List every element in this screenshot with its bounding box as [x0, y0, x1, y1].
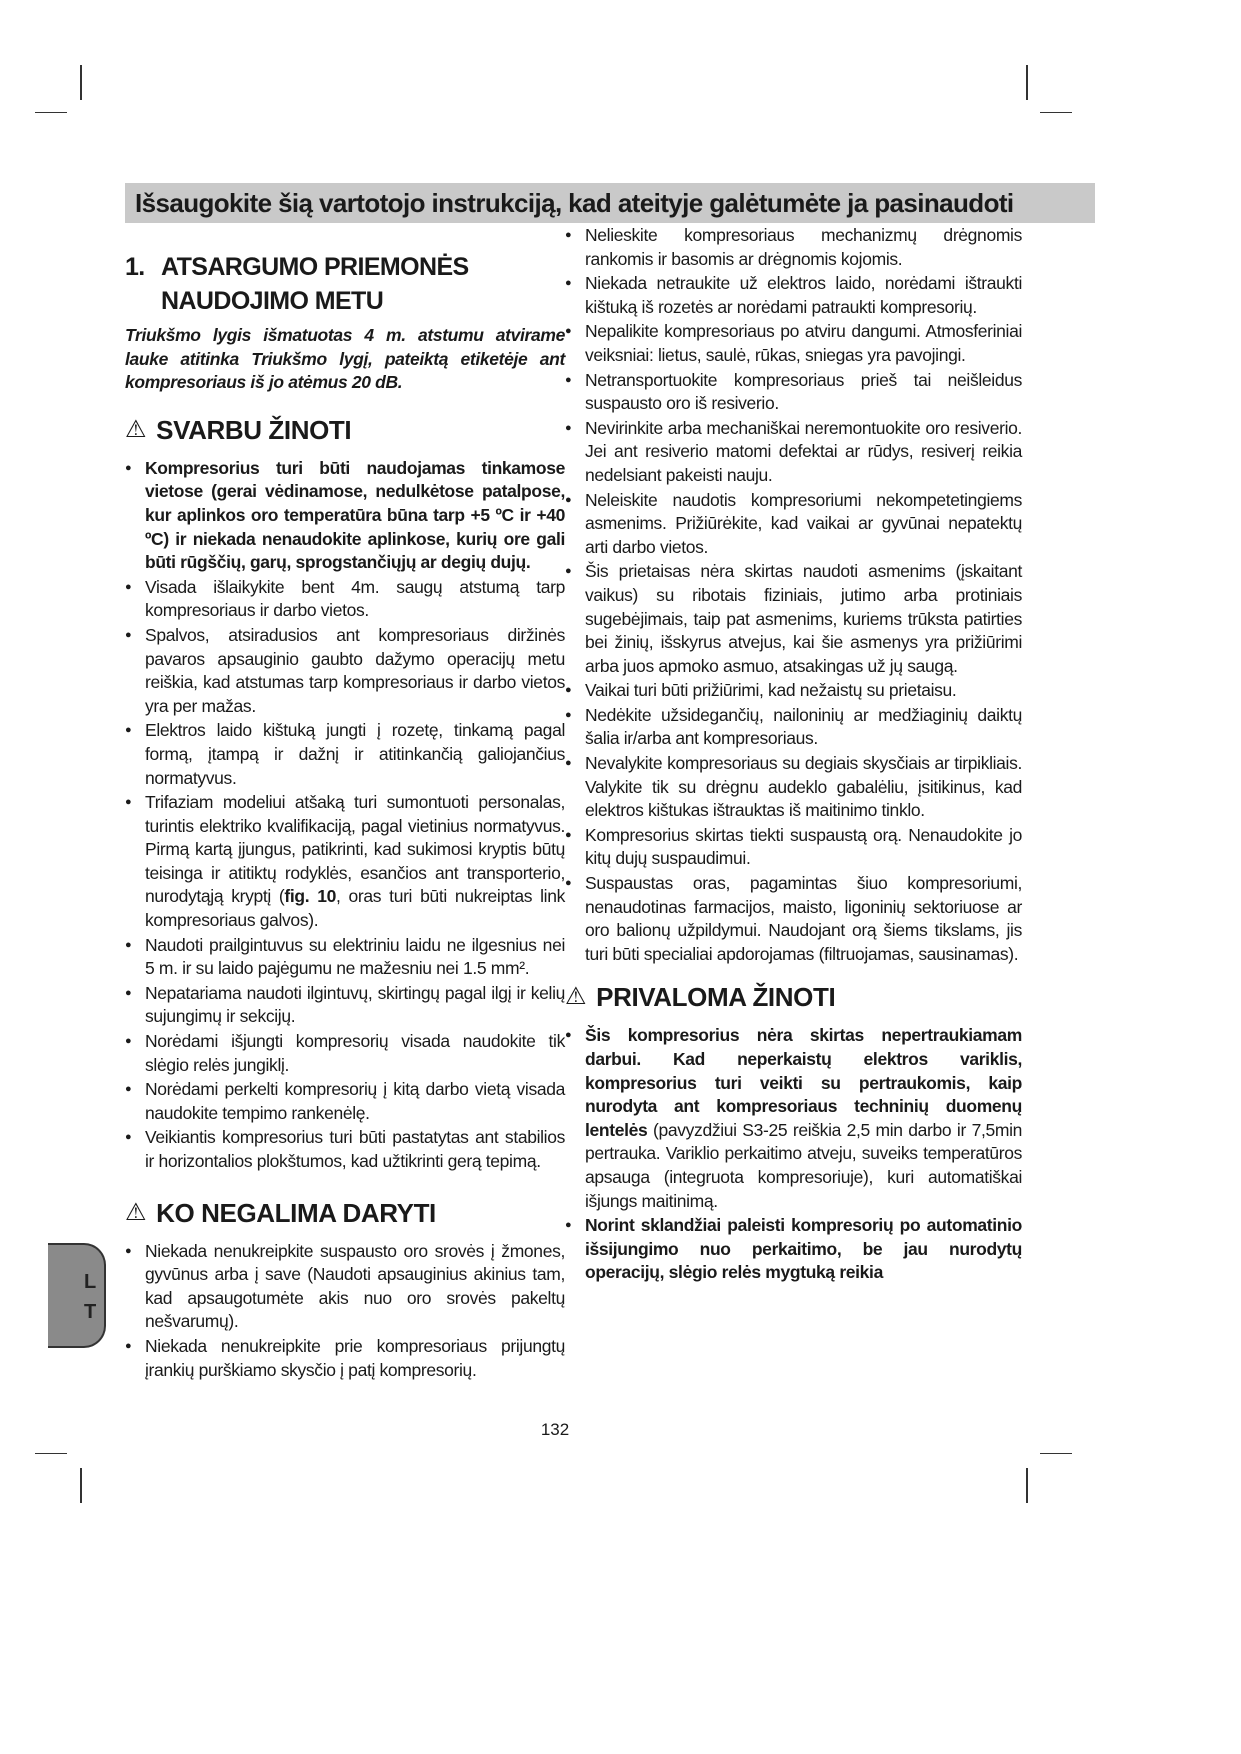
warning-triangle-icon: ⚠ [565, 983, 587, 1011]
list-item-text: Nepalikite kompresoriaus po atviru dangumi. Atmosferiniai veiksniai: lietus, saulė, rūkas, sniegas yra pavojingi. [585, 321, 1022, 365]
section-number: 1. [125, 253, 145, 281]
mandatory-title: PRIVALOMA ŽINOTI [596, 982, 836, 1013]
list-item [125, 457, 565, 575]
list-item-text: Nevalykite kompresoriaus su degiais skysčiais ar tirpikliais. Valykite tik su drėgnu audeklo gabalėliu, įsitikinus, kad elektros kištukas ištrauktas iš maitinimo tinklo. [585, 753, 1022, 821]
list-item [125, 982, 565, 1029]
list-item-text: Kompresorius skirtas tiekti suspaustą orą. Nenaudokite jo kitų dujų suspaudimui. [585, 824, 1022, 869]
warning-triangle-icon: ⚠ [125, 415, 147, 443]
important-heading [125, 413, 565, 447]
crop-mark [80, 1468, 82, 1503]
crop-mark [1040, 1453, 1072, 1454]
list-item-text: Nelieskite kompresoriaus mechanizmų drėgnomis rankomis ir basomis ar drėgnomis kojomis. [585, 225, 1022, 269]
crop-mark [1026, 1468, 1028, 1503]
list-item [125, 576, 565, 623]
crop-mark [35, 112, 67, 113]
warning-triangle-icon: ⚠ [125, 1198, 147, 1226]
list-item-text: Šis prietaisas nėra skirtas naudoti asmenims (įskaitant vaikus) su ribotais fiziniais, jutimo arba protiniais sugebėjimais, taip pat asmenims, kuriems trūksta patirties bei žinių, išskyrus atvejus, kai šie asmenys yra prižiūrimi arba juos apmoko asmuo, atsakingas už jų saugą. [585, 561, 1022, 676]
list-item [565, 417, 1022, 488]
list-item [565, 704, 1022, 751]
list-item-text: Naudoti prailgintuvus su elektriniu laidu ne ilgesnius nei 5 m. ir su laido pajėgumu ne mažesniu nei 1.5 mm². [145, 934, 565, 979]
list-item-text: Visada išlaikykite bent 4m. saugų atstumą tarp kompresoriaus ir darbo vietos. [145, 576, 565, 621]
list-item [565, 824, 1022, 871]
crop-mark [35, 1453, 67, 1454]
list-item [565, 752, 1022, 823]
crop-mark [80, 65, 82, 100]
list-item-text: Spalvos, atsiradusios ant kompresoriaus diržinės pavaros apsauginio gaubto dažymo operacijų metu reiškia, kad atstumas tarp kompresoriaus ir darbo vietos yra per mažas. [145, 624, 565, 716]
list-item-text: Vaikai turi būti prižiūrimi, kad nežaistų su prietaisu. [585, 680, 957, 701]
list-item-text: (pavyzdžiui S3-25 reiškia 2,5 min darbo ir 7,5min pertrauka. Variklio perkaitimo atveju, suveiks temperatūros apsauga (integruota kompresoriuje), kuri automatiškai išjungs maitinimą. [585, 1119, 1022, 1211]
list-item-text: Netransportuokite kompresoriaus prieš tai neišleidus suspausto oro iš resiverio. [585, 369, 1022, 414]
noise-level-note: Triukšmo lygis išmatuotas 4 m. atstumu atvirame lauke atitinka Triukšmo lygį, pateiktą etiketėje ant kompresoriaus iš jo atėmus 20 dB. [125, 325, 565, 393]
list-item [565, 872, 1022, 966]
list-item [125, 1126, 565, 1173]
list-item [565, 320, 1022, 367]
page-header-title: Išsaugokite šią vartotojo instrukciją, kad ateityje galėtumėte ja pasinaudoti [125, 183, 1095, 223]
left-column [125, 250, 565, 1383]
list-item [565, 272, 1022, 319]
list-item [125, 1078, 565, 1125]
list-item-text: Suspaustas oras, pagamintas šiuo kompresoriumi, nenaudotinas farmacijos, maisto, ligoninių sektoriuose ar oro balionų užpildymui. Naudojant orą šiems tikslams, jis turi būti specialiai apdorojamas (filtruojamas, sausinamas). [585, 873, 1022, 964]
crop-mark [1026, 65, 1028, 100]
language-tab-letter: L [84, 1271, 97, 1293]
list-item [565, 1214, 1022, 1285]
list-item [125, 791, 565, 933]
list-item [125, 719, 565, 790]
list-item-text: Veikiantis kompresorius turi būti pastatytas ant stabilios ir horizontalios plokštumos, kad užtikrinti gerą tepimą. [145, 1127, 565, 1171]
list-item [565, 369, 1022, 416]
list-item-text: Kompresorius turi būti naudojamas tinkamose vietose (gerai vėdinamose, nedulkėtose patalpose, kur aplinkos oro temperatūra būna tarp +5 ºC ir +40 ºC) ir niekada nenaudokite aplinkose, kurių ore gali būti rūgščių, garų, sprogstančiųjų ar degių dujų. [145, 457, 565, 573]
page-number: 132 [540, 1420, 570, 1439]
list-item-text: Norėdami išjungti kompresorių visada naudokite tik slėgio relės jungiklį. [145, 1031, 565, 1075]
list-item-text: Šis kompresorius nėra skirtas nepertraukiamam darbui. Kad neperkaistų elektros variklis, kompresorius turi veikti su pertraukomis, kaip nurodyta ant kompresoriaus techninių duomenų lentelės [585, 1025, 1022, 1140]
list-item [125, 1030, 565, 1077]
list-item [125, 1335, 565, 1382]
list-item [565, 560, 1022, 678]
list-item [565, 489, 1022, 560]
language-tab-letter: T [84, 1301, 97, 1323]
crop-mark [1040, 112, 1072, 113]
list-item-text: Neleiskite naudotis kompresoriumi nekompetetingiems asmenims. Prižiūrėkite, kad vaikai ar gyvūnai nepatektų arti darbo vietos. [585, 489, 1022, 557]
list-item [565, 224, 1022, 271]
list-item-text: Elektros laido kištuką jungti į rozetę, tinkamą pagal formą, įtampą ir dažnį ir atitinkančią galiojančius normatyvus. [145, 720, 565, 788]
mandatory-heading [565, 980, 1022, 1014]
list-item-text: Norint sklandžiai paleisti kompresorių po automatinio išsijungimo nuo perkaitimo, be jau nurodytų operacijų, slėgio relės mygtuką reikia [585, 1215, 1022, 1283]
list-item-text: Niekada nenukreipkite prie kompresoriaus prijungtų įrankių purškiamo skysčio į patį kompresorių. [145, 1335, 565, 1380]
list-item-text: fig. 10 [284, 886, 337, 907]
list-item [125, 624, 565, 718]
list-item-text: Nepatariama naudoti ilgintuvų, skirtingų pagal ilgį ir kelių sujungimų ir sekcijų. [145, 982, 565, 1027]
list-item-text: Nedėkite užsidegančių, nailoninių ar medžiaginių daiktų šalia ir/arba ant kompresoriaus. [585, 704, 1022, 749]
list-item-text: Norėdami perkelti kompresorių į kitą darbo vietą visada naudokite tempimo rankenėlę. [145, 1079, 565, 1123]
list-item-text: , oras turi būti nukreiptas link kompresoriaus galvos). [145, 886, 566, 931]
section-title: ATSARGUMO PRIEMONĖS NAUDOJIMO METU [161, 253, 469, 315]
mandatory-list [565, 1024, 1022, 1285]
important-list [125, 457, 565, 1174]
list-item-text: Niekada netraukite už elektros laido, norėdami ištraukti kištuką iš rozetės ar norėdami patraukti kompresorių. [585, 273, 1022, 317]
dont-heading [125, 1196, 565, 1230]
list-item-text: Nevirinkite arba mechaniškai neremontuokite oro resiverio. Jei ant resiverio matomi defektai ar rūdys, resiverį reikia nedelsiant pakeisti nauju. [585, 417, 1022, 485]
section-heading [125, 250, 565, 318]
dont-title: KO NEGALIMA DARYTI [156, 1197, 436, 1228]
list-item-text: Trifaziam modeliui atšaką turi sumontuoti personalas, turintis elektriko kvalifikaciją, pagal vietinius normatyvus. Pirmą kartą įjungus, patikrinti, kad sukimosi kryptis būtų teisinga ir atitiktų rodyklės, esančios ant transporterio, nurodytąją kryptį ( [145, 792, 565, 907]
list-item [125, 934, 565, 981]
list-item [565, 679, 1022, 703]
prohibitions-list [565, 224, 1022, 966]
list-item [565, 1024, 1022, 1213]
important-title: SVARBU ŽINOTI [156, 414, 352, 445]
language-tab [48, 1243, 106, 1348]
list-item [125, 1240, 565, 1334]
dont-list [125, 1240, 565, 1383]
list-item-text: Niekada nenukreipkite suspausto oro srovės į žmones, gyvūnus arba į save (Naudoti apsauginius akinius tam, kad apsaugotumėte akis nuo oro srovės pakeltų nešvarumų). [145, 1240, 565, 1332]
right-column [565, 224, 1022, 1286]
